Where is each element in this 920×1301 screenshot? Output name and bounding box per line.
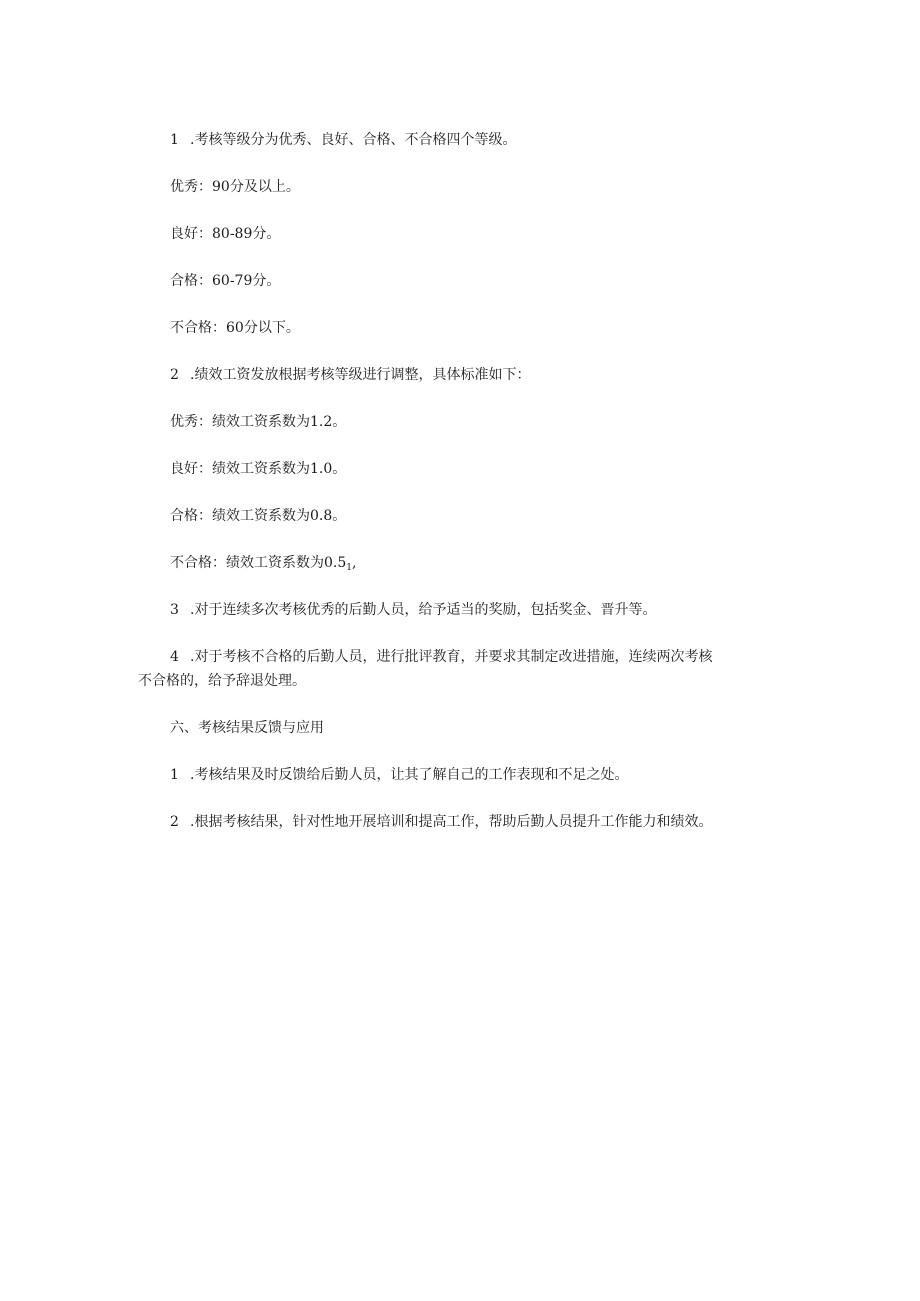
item-number: 1: [170, 132, 179, 148]
coef-excellent: [138, 410, 820, 434]
item-text-subscript: 1: [346, 563, 352, 573]
grade-pass: [138, 269, 820, 293]
item-text: .绩效工资发放根据考核等级进行调整，具体标准如下：: [190, 367, 531, 383]
coef-pass: [138, 504, 820, 528]
item-number: 1: [170, 767, 179, 783]
grade-fail: [138, 316, 820, 340]
section-title: 六、考核结果反馈与应用: [170, 720, 324, 736]
item-text: .根据考核结果，针对性地开展培训和提高工作，帮助后勤人员提升工作能力和绩效。: [190, 814, 713, 830]
coef-good: [138, 457, 820, 481]
item-number: 2: [170, 814, 179, 830]
item-text: .对于连续多次考核优秀的后勤人员，给予适当的奖励，包括奖金、晋升等。: [190, 602, 657, 618]
feedback-item-1: [138, 763, 820, 787]
item-4-dismissal: [138, 645, 788, 693]
item-text: 良好：绩效工资系数为1.0。: [170, 461, 347, 477]
item-2-salary-adjustment: [138, 363, 820, 387]
item-text: 优秀：绩效工资系数为1.2。: [170, 414, 347, 430]
coef-fail: [138, 551, 820, 580]
item-text: 不合格：绩效工资系数为0.5: [170, 555, 347, 571]
item-text: 优秀：90分及以上。: [170, 179, 300, 195]
section-6-heading: [138, 716, 820, 740]
grade-good: [138, 222, 820, 246]
item-number: 3: [170, 602, 179, 618]
item-line-2: 不合格的，给予辞退处理。: [138, 673, 306, 689]
grade-excellent: [138, 175, 820, 199]
item-text: 合格：60-79分。: [170, 273, 281, 289]
item-1-grade-levels: [138, 128, 820, 152]
item-text: .对于考核不合格的后勤人员，进行批评教育，并要求其制定改进措施，连续两次考核: [190, 649, 713, 665]
item-text: 不合格：60分以下。: [170, 320, 300, 336]
item-text: 合格：绩效工资系数为0.8。: [170, 508, 347, 524]
item-text: 良好：80-89分。: [170, 226, 281, 242]
item-number: 2: [170, 367, 179, 383]
item-line-1: [138, 645, 788, 669]
item-text-end: ,: [352, 555, 357, 571]
item-number: 4: [170, 649, 179, 665]
feedback-item-2: [138, 810, 820, 834]
item-3-reward: [138, 598, 820, 622]
item-text: .考核结果及时反馈给后勤人员，让其了解自己的工作表现和不足之处。: [190, 767, 629, 783]
item-text: .考核等级分为优秀、良好、合格、不合格四个等级。: [190, 132, 517, 148]
